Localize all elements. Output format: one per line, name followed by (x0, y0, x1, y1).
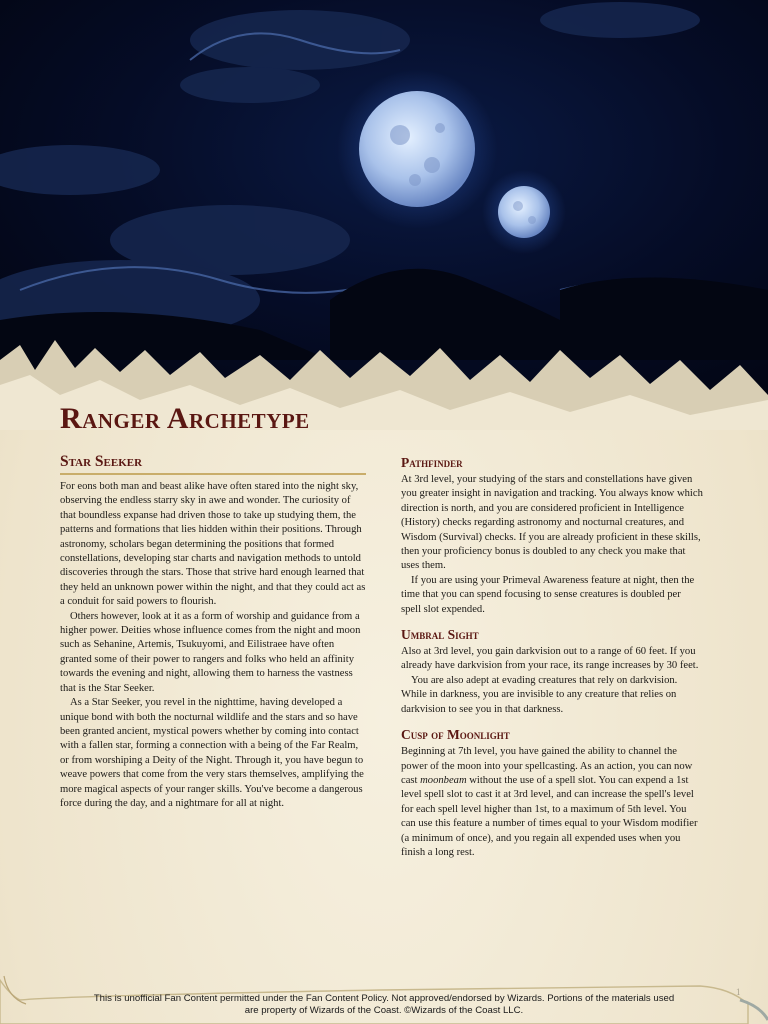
footer-legal-notice (40, 993, 728, 1017)
left-column (60, 452, 366, 811)
umbral-sight-heading: Umbral Sight (401, 627, 479, 643)
cusp-text-part-2: without the use of a spell slot. You can expend a 1st level spell slot to cast it at 3rd level, and can increase the spell's level for each spell level higher than 1st, to a maximum of 5th level. You can use this feature a number of times equal to your Wisdom modifier (a minimum of once), and you regain all expended uses when you finish a long rest. (401, 774, 698, 858)
star-seeker-paragraph-2: Others however, look at it as a form of worship and guidance from a higher power. Deities whose influence comes from the night and moon such as Sehanine, Artemis, Tsukuyomi, and Eilistraee have often granted some of their power to rangers and folks who held an affinity towards the evening and night, allowing them to harness the vastness that is the Star Seeker. (60, 610, 361, 694)
page-number: 1 (736, 987, 741, 997)
star-seeker-paragraph-1: For eons both man and beast alike have often stared into the night sky, observing the endless starry sky in awe and wonder. The curiosity of that boundless expanse had driven those to take up studying them, the patterns and formations that lies hidden within their positions. Through astronomy, scholars began determining the positions that formed constellations, developing star charts and navigation methods to untold discoveries through the stars. Those that strive hard enough learned that they held an unknown power within the night, and that they could act as a conduit for said powers to flourish. (60, 481, 366, 608)
pathfinder-paragraph-1: At 3rd level, your studying of the stars and constellations have given you greater insight in navigation and tracking. You always know which direction is north, and you are considered proficient in Intelligence (History) checks regarding astronomy and nocturnal creatures, and Wisdom (Survival) checks. If you are already proficient in these skills, then your proficiency bonus is doubled to any check you make that uses them. (401, 474, 703, 572)
cusp-text-part-1: Beginning at 7th level, you have gained the ability to channel the power of the moon into your spellcasting. As an action, you can now cast (401, 746, 693, 786)
umbral-sight-paragraph-1: Also at 3rd level, you gain darkvision out to a range of 60 feet. If you already have darkvision from your race, its range increases by 30 feet. (401, 646, 699, 672)
right-column (401, 452, 703, 860)
night-sky-moons-illustration (0, 0, 768, 430)
umbral-sight-paragraph-2: You are also adept at evading creatures that rely on darkvision. While in darkness, you are invisible to any creature that relies on darkvision to see you in that darkness. (401, 674, 678, 715)
star-seeker-heading: Star Seeker (60, 452, 366, 475)
page-title: Ranger Archetype (60, 402, 310, 435)
pathfinder-paragraph-2: If you are using your Primeval Awareness feature at night, then the time that you can spend focusing to sense creatures is doubled per spell slot expended. (401, 574, 695, 615)
cusp-of-moonlight-heading: Cusp of Moonlight (401, 727, 510, 743)
footer-line-2: are property of Wizards of the Coast. ©Wizards of the Coast LLC. (244, 1005, 524, 1016)
pathfinder-heading: Pathfinder (401, 455, 463, 470)
moonbeam-spell-name: moonbeam (420, 774, 467, 786)
footer-line-1: This is unofficial Fan Content permitted under the Fan Content Policy. Not approved/endorsed by Wizards. Portions of the materials used (93, 993, 675, 1004)
cusp-of-moonlight-paragraph (401, 745, 703, 860)
star-seeker-paragraph-3: As a Star Seeker, you revel in the nighttime, having developed a unique bond with both the nocturnal wildlife and the stars and so have been granted ancient, mystical powers whether by coming into contact with a fallen star, forming a connection with a being of the Far Realm, or from worshiping a Deity of the Night. Through it, you have begun to weave powers that come from the very stars themselves, amplifying the more magical aspects of your ranger skills. You've become a dangerous force during the day, and a nightmare for all at night. (60, 697, 364, 809)
